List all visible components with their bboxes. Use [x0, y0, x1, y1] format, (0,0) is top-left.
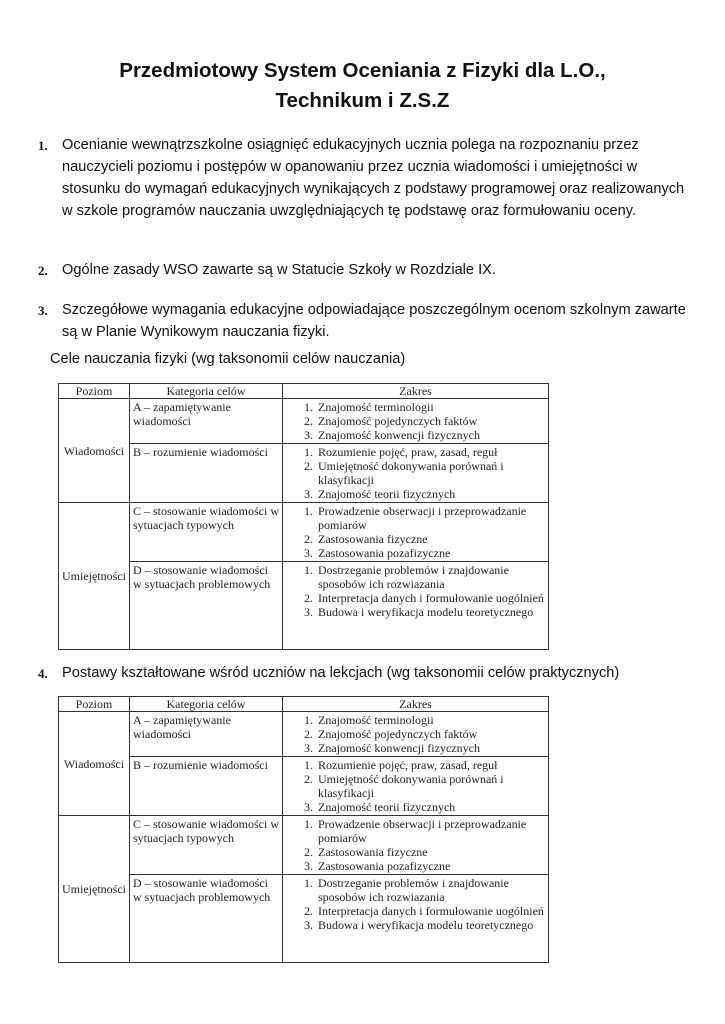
- header-range: Zakres: [283, 697, 549, 712]
- range-item: 1. Dostrzeganie problemów i znajdowanie sposobów ich rozwiazania: [316, 876, 545, 904]
- list-item-2: [38, 259, 688, 281]
- category-c: C – stosowanie wiadomości w sytuacjach typowych: [130, 816, 283, 875]
- range-item: 3. Zastosowania pozafizyczne: [316, 859, 545, 873]
- range-d: [283, 562, 549, 650]
- range-item: 1. Rozumienie pojęć, praw, zasad, reguł: [316, 445, 545, 459]
- objectives-table-1: [58, 383, 549, 650]
- category-a: A – zapamiętywanie wiadomości: [130, 399, 283, 444]
- range-item: 2. Interpretacja danych i formułowanie uogólnień: [316, 904, 545, 918]
- category-d: D – stosowanie wiadomości w sytuacjach problemowych: [130, 875, 283, 963]
- range-item: 2. Znajomość pojedynczych faktów: [316, 414, 545, 428]
- page-title: [40, 56, 685, 116]
- level-knowledge: Wiadomości: [59, 712, 130, 816]
- level-knowledge: Wiadomości: [59, 399, 130, 503]
- category-b: B – rozumienie wiadomości: [130, 757, 283, 816]
- range-c: [283, 816, 549, 875]
- item-text: Ocenianie wewnątrzszkolne osiągnięć edukacyjnych ucznia polega na rozpoznaniu przez nauczycieli poziomu i postępów w opanowaniu przez ucznia wiadomości i umiejętności w stosunku do wymagań edukacyjnych wynikających z podstawy programowej oraz realizowanych w szkole programów nauczania uwzględniających tę podstawę oraz formułowaniu oceny.: [62, 137, 685, 219]
- range-item: 2. Umiejętność dokonywania porównań i klasyfikacji: [316, 772, 545, 800]
- title-line-2: Technikum i Z.S.Z: [275, 89, 450, 112]
- list-item-1: [38, 134, 688, 222]
- range-item: 3. Znajomość teorii fizycznych: [316, 487, 545, 501]
- range-b: [283, 757, 549, 816]
- range-item: 2. Umiejętność dokonywania porównań i klasyfikacji: [316, 459, 545, 487]
- range-a: [283, 712, 549, 757]
- range-d: [283, 875, 549, 963]
- level-skills: Umiejętności: [59, 503, 130, 650]
- header-level: Poziom: [59, 384, 130, 399]
- range-item: 3. Znajomość teorii fizycznych: [316, 800, 545, 814]
- level-skills: Umiejętności: [59, 816, 130, 963]
- title-line-1: Przedmiotowy System Oceniania z Fizyki dla L.O.,: [119, 59, 606, 82]
- list-item-4: [38, 662, 688, 684]
- range-item: 3. Znajomość konwencji fizycznych: [316, 741, 545, 755]
- objectives-table-2: [58, 696, 549, 963]
- list-item-3: [38, 299, 688, 343]
- item-text: Postawy kształtowane wśród uczniów na lekcjach (wg taksonomii celów praktycznych): [62, 665, 620, 681]
- item-number: 4.: [38, 666, 48, 681]
- item-number: 3.: [38, 303, 48, 318]
- category-d: D – stosowanie wiadomości w sytuacjach problemowych: [130, 562, 283, 650]
- range-item: 3. Zastosowania pozafizyczne: [316, 546, 545, 560]
- header-category: Kategoria celów: [130, 697, 283, 712]
- range-item: 1. Znajomość terminologii: [316, 400, 545, 414]
- category-b: B – rozumienie wiadomości: [130, 444, 283, 503]
- range-item: 3. Budowa i weryfikacja modelu teoretycznego: [316, 605, 545, 619]
- range-item: 2. Znajomość pojedynczych faktów: [316, 727, 545, 741]
- range-item: 2. Interpretacja danych i formułowanie uogólnień: [316, 591, 545, 605]
- table-caption: Cele nauczania fizyki (wg taksonomii celów nauczania): [50, 351, 406, 367]
- header-level: Poziom: [59, 697, 130, 712]
- range-c: [283, 503, 549, 562]
- range-item: 1. Dostrzeganie problemów i znajdowanie sposobów ich rozwiazania: [316, 563, 545, 591]
- item-text: Ogólne zasady WSO zawarte są w Statucie Szkoły w Rozdziale IX.: [62, 262, 496, 278]
- range-item: 1. Prowadzenie obserwacji i przeprowadzanie pomiarów: [316, 817, 545, 845]
- range-b: [283, 444, 549, 503]
- header-range: Zakres: [283, 384, 549, 399]
- range-item: 3. Znajomość konwencji fizycznych: [316, 428, 545, 442]
- range-item: 3. Budowa i weryfikacja modelu teoretycznego: [316, 918, 545, 932]
- item-text: Szczegółowe wymagania edukacyjne odpowiadające poszczególnym ocenom szkolnym zawarte są w Planie Wynikowym nauczania fizyki.: [62, 302, 686, 340]
- item-number: 1.: [38, 138, 48, 153]
- category-c: C – stosowanie wiadomości w sytuacjach typowych: [130, 503, 283, 562]
- range-item: 1. Prowadzenie obserwacji i przeprowadzanie pomiarów: [316, 504, 545, 532]
- item-number: 2.: [38, 263, 48, 278]
- range-item: 1. Znajomość terminologii: [316, 713, 545, 727]
- range-item: 2. Zastosowania fizyczne: [316, 845, 545, 859]
- category-a: A – zapamiętywanie wiadomości: [130, 712, 283, 757]
- range-item: 1. Rozumienie pojęć, praw, zasad, reguł: [316, 758, 545, 772]
- range-a: [283, 399, 549, 444]
- range-item: 2. Zastosowania fizyczne: [316, 532, 545, 546]
- header-category: Kategoria celów: [130, 384, 283, 399]
